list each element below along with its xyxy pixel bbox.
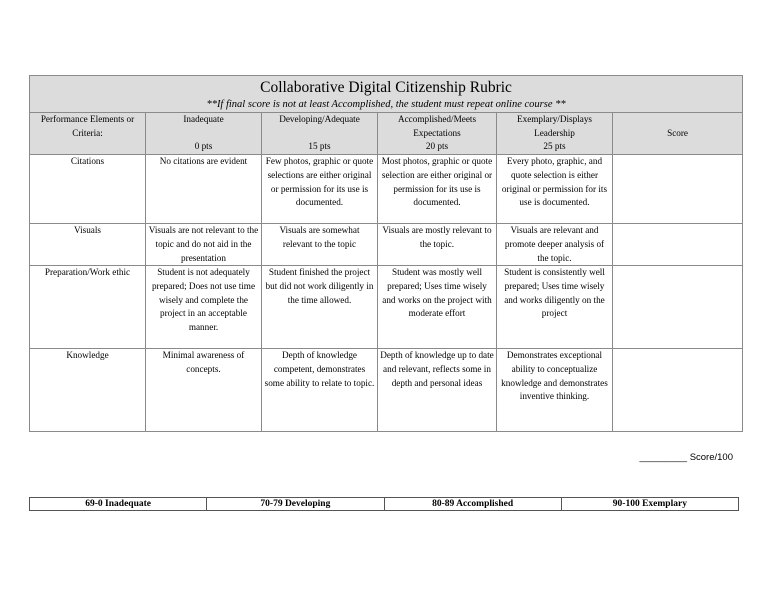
header-exemplary-label: Exemplary/Displays Leadership [516, 114, 593, 138]
row-cell-accomplished: Visuals are mostly relevant to the topic. [378, 224, 497, 266]
row-cell-exemplary: Student is consistently well prepared; Uses time wisely and works diligently on the project [497, 266, 613, 349]
rubric-header-row [30, 76, 743, 113]
header-developing-label: Developing/Adequate [279, 114, 360, 124]
row-score-cell [613, 155, 743, 224]
header-score-label: Score [667, 127, 688, 138]
header-inadequate [146, 113, 262, 155]
grading-scale [29, 497, 739, 511]
grading-scale-row [30, 498, 739, 511]
header-inadequate-pts: 0 pts [194, 141, 213, 152]
header-accomplished-pts: 20 pts [425, 141, 449, 152]
row-cell-accomplished: Depth of knowledge up to date and relevant, reflects some in depth and personal ideas [378, 349, 497, 432]
total-score-line: _________ Score/100 [639, 452, 733, 463]
rubric-subtitle: **If final score is not at least Accomplished, the student must repeat online course ** [206, 99, 566, 110]
rubric-row-visuals [30, 224, 743, 266]
row-cell-developing: Visuals are somewhat relevant to the topic [262, 224, 378, 266]
header-developing-pts: 15 pts [308, 141, 331, 152]
row-score-cell [613, 224, 743, 266]
row-cell-developing: Student finished the project but did not work diligently in the time allowed. [262, 266, 378, 349]
header-elements-label: Performance Elements or Criteria: [40, 114, 135, 138]
rubric-row-citations [30, 155, 743, 224]
rubric-header [30, 76, 743, 113]
row-cell-inadequate: Student is not adequately prepared; Does not use time wisely and complete the project in an acceptable manner. [146, 266, 262, 349]
header-accomplished-label: Accomplished/Meets Expectations [397, 114, 477, 138]
row-cell-exemplary: Visuals are relevant and promote deeper analysis of the topic. [497, 224, 613, 266]
rubric-table [29, 75, 743, 432]
row-cell-inadequate: Visuals are not relevant to the topic and do not aid in the presentation [146, 224, 262, 266]
header-elements [30, 113, 146, 155]
row-cell-accomplished: Most photos, graphic or quote selection are either original or permission for its use is documented. [378, 155, 497, 224]
row-score-cell [613, 349, 743, 432]
row-cell-exemplary: Demonstrates exceptional ability to conceptualize knowledge and demonstrates inventive thinking. [497, 349, 613, 432]
rubric-title: Collaborative Digital Citizenship Rubric [260, 79, 512, 96]
row-score-cell [613, 266, 743, 349]
column-header-row [30, 113, 743, 155]
scale-developing: 70-79 Developing [207, 498, 384, 511]
scale-exemplary: 90-100 Exemplary [561, 498, 738, 511]
row-cell-inadequate: Minimal awareness of concepts. [146, 349, 262, 432]
row-cell-inadequate: No citations are evident [146, 155, 262, 224]
row-element: Knowledge [30, 349, 146, 432]
header-exemplary [497, 113, 613, 155]
rubric-row-knowledge [30, 349, 743, 432]
row-cell-developing: Few photos, graphic or quote selections are either original or permission for its use is documented. [262, 155, 378, 224]
rubric-row-preparation [30, 266, 743, 349]
row-cell-developing: Depth of knowledge competent, demonstrates some ability to relate to topic. [262, 349, 378, 432]
row-element: Preparation/Work ethic [30, 266, 146, 349]
header-accomplished [378, 113, 497, 155]
header-developing [262, 113, 378, 155]
row-element: Visuals [30, 224, 146, 266]
header-inadequate-label: Inadequate [183, 114, 224, 124]
row-element: Citations [30, 155, 146, 224]
scale-inadequate: 69-0 Inadequate [30, 498, 207, 511]
header-exemplary-pts: 25 pts [543, 141, 566, 152]
header-score [613, 113, 743, 155]
row-cell-accomplished: Student was mostly well prepared; Uses time wisely and works on the project with moderate effort [378, 266, 497, 349]
scale-accomplished: 80-89 Accomplished [384, 498, 561, 511]
row-cell-exemplary: Every photo, graphic, and quote selection is either original or permission for its use is documented. [497, 155, 613, 224]
